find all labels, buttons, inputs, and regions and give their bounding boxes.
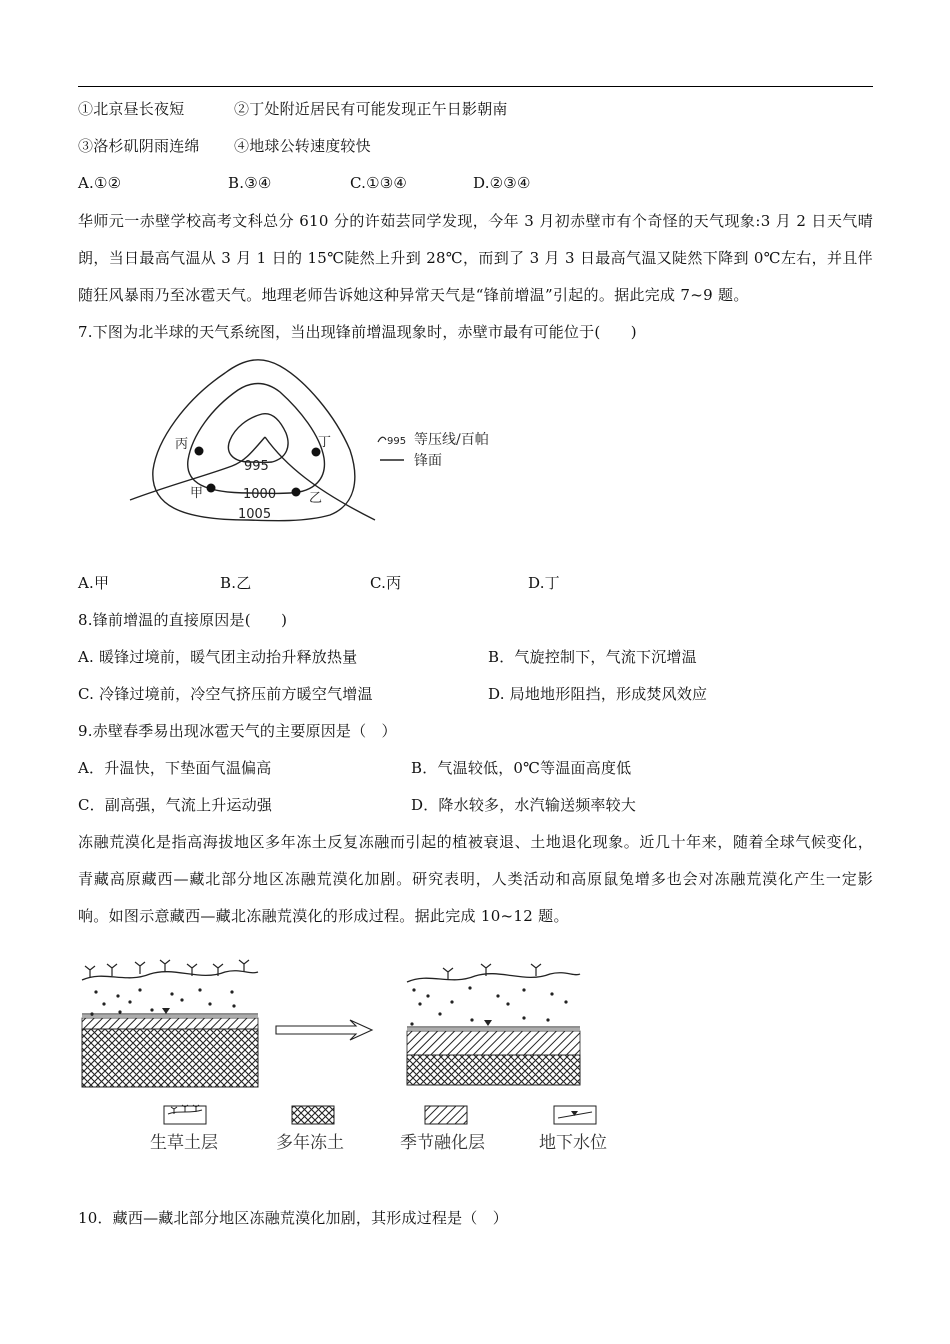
- q7-choice-d: D.丁: [528, 574, 560, 592]
- q6-option-3: ③洛杉矶阴雨连绵: [78, 137, 200, 155]
- q7-choice-c: C.丙: [370, 574, 402, 592]
- legend-thaw-layer-swatch: [425, 1106, 467, 1124]
- q7-choice-a: A.甲: [78, 574, 110, 592]
- q6-option-1: ①北京昼长夜短: [78, 100, 185, 118]
- legend-permafrost-swatch: [292, 1106, 334, 1124]
- q8-choice-c: C. 冷锋过境前，冷空气挤压前方暖空气增温: [78, 685, 373, 703]
- process-arrow: [276, 1020, 372, 1040]
- legend-isobar-value: 995: [387, 436, 407, 447]
- legend-permafrost-label: 多年冻土: [276, 1133, 344, 1153]
- q9-choice-c: C．副高强，气流上升运动强: [78, 796, 273, 814]
- q9-choice-a: A．升温快，下垫面气温偏高: [78, 759, 272, 777]
- isobar-label-995: 995: [244, 459, 269, 474]
- q8-choice-b: B．气旋控制下，气流下沉增温: [488, 648, 697, 666]
- legend-thaw-layer-label: 季节融化层: [400, 1133, 485, 1153]
- q8-stem: 8.锋前增温的直接原因是( ): [78, 611, 288, 629]
- q9-choice-b: B．气温较低，0℃等温面高度低: [411, 759, 632, 777]
- isobar-label-1005: 1005: [238, 507, 272, 522]
- legend-topsoil-swatch: [164, 1105, 206, 1124]
- point-label-yi: 乙: [309, 491, 323, 506]
- q8-choice-a: A. 暖锋过境前，暖气团主动抬升释放热量: [78, 648, 358, 666]
- isobar-label-1000: 1000: [243, 487, 277, 502]
- legend-water-table-swatch: [554, 1106, 596, 1124]
- point-label-bing: 丙: [175, 437, 189, 452]
- q6-choice-c: C.①③④: [350, 174, 408, 192]
- legend-water-table-label: 地下水位: [539, 1133, 607, 1153]
- passage-1: 华师元一赤壁学校高考文科总分 610 分的许茹芸同学发现，今年 3 月初赤壁市有个奇怪的天气现象:3 月 2 日天气晴朗，当日最高气温从 3 月 1 日的 15℃陡然上升到 28℃，而到了 3 月 3 日最高气温又陡然下降到 0℃左右，并且伴随狂风暴雨乃至冰雹天气。地理老师告诉她这种异常天气是“锋前增温”引起的。据此完成 7~9 题。: [78, 212, 873, 304]
- point-label-jia: 甲: [190, 486, 204, 501]
- q8-choice-d: D. 局地地形阻挡，形成焚风效应: [488, 685, 708, 703]
- q10-stem: 10．藏西—藏北部分地区冻融荒漠化加剧，其形成过程是（ ）: [78, 1209, 508, 1227]
- q7-choice-b: B.乙: [220, 574, 252, 592]
- legend-topsoil-label: 生草土层: [150, 1133, 218, 1153]
- legend-front-text: 锋面: [414, 453, 442, 469]
- point-label-ding: 丁: [318, 435, 332, 450]
- profile-after: [407, 964, 580, 1085]
- q7-stem: 7.下图为北半球的天气系统图，当出现锋前增温现象时，赤壁市最有可能位于( ): [78, 323, 637, 341]
- q6-option-2: ②丁处附近居民有可能发现正午日影朝南: [234, 100, 508, 118]
- q9-choice-d: D．降水较多，水汽输送频率较大: [411, 796, 637, 814]
- q6-choice-a: A.①②: [78, 174, 122, 192]
- passage-2: 冻融荒漠化是指高海拔地区多年冻土反复冻融而引起的植被衰退、土地退化现象。近几十年来，随着全球气候变化，青藏高原藏西—藏北部分地区冻融荒漠化加剧。研究表明，人类活动和高原鼠兔增多也会对冻融荒漠化产生一定影响。如图示意藏西—藏北冻融荒漠化的形成过程。据此完成 10~12 题。: [78, 833, 873, 925]
- profile-before: [82, 960, 258, 1087]
- q6-option-4: ④地球公转速度较快: [234, 137, 371, 155]
- legend-isobar-text: 等压线/百帕: [414, 432, 489, 448]
- q6-choice-b: B.③④: [228, 174, 272, 192]
- q6-choice-d: D.②③④: [473, 174, 531, 192]
- q9-stem: 9.赤壁春季易出现冰雹天气的主要原因是（ ）: [78, 722, 397, 740]
